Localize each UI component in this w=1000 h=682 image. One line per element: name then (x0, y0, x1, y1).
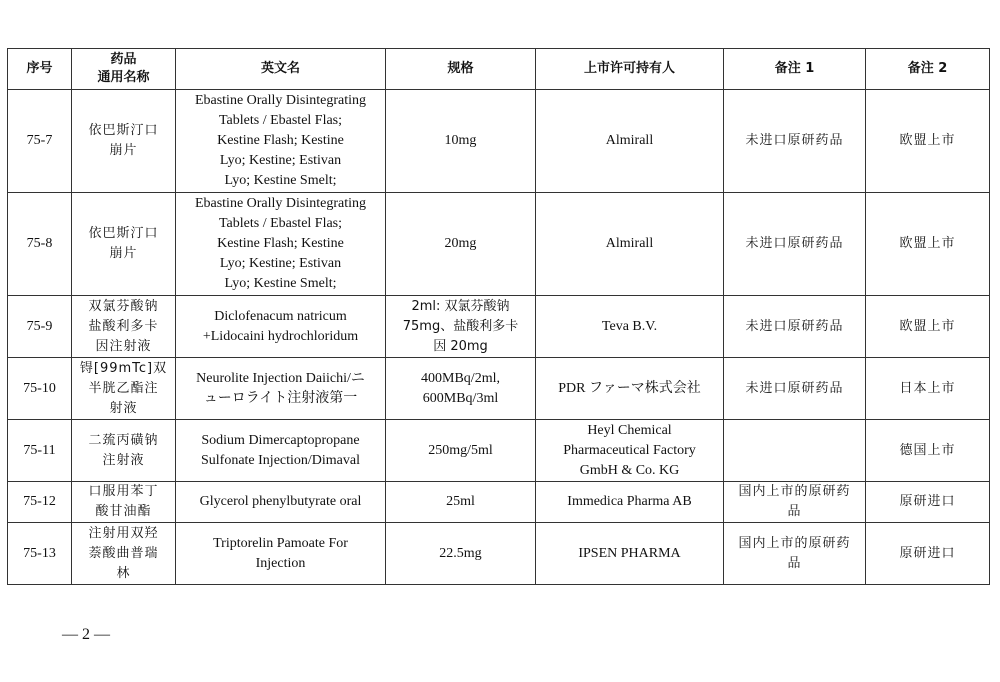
cell-generic-name: 锝[99mTc]双 半胱乙酯注 射液 (72, 358, 176, 420)
cell-generic-name: 注射用双羟 萘酸曲普瑞 林 (72, 523, 176, 585)
cell-note2: 欧盟上市 (866, 193, 990, 296)
cell-spec: 22.5mg (386, 523, 536, 585)
cell-english-name: Triptorelin Pamoate For Injection (176, 523, 386, 585)
cell-generic-name: 口服用苯丁 酸甘油酯 (72, 482, 176, 523)
cell-generic-name: 依巴斯汀口 崩片 (72, 90, 176, 193)
cell-note2: 原研进口 (866, 523, 990, 585)
table-header-row (8, 49, 990, 90)
header-note1: 备注 1 (724, 49, 866, 90)
cell-english-name: Ebastine Orally Disintegrating Tablets / Ebastel Flas; Kestine Flash; Kestine Lyo; Kestine; Estivan Lyo; Kestine Smelt; (176, 193, 386, 296)
cell-note1: 未进口原研药品 (724, 296, 866, 358)
cell-note2: 欧盟上市 (866, 296, 990, 358)
cell-holder: PDR ファーマ株式会社 (536, 358, 724, 420)
cell-note1: 未进口原研药品 (724, 193, 866, 296)
table-row (8, 523, 990, 585)
cell-spec: 20mg (386, 193, 536, 296)
cell-holder: Heyl Chemical Pharmaceutical Factory GmbH & Co. KG (536, 420, 724, 482)
table-row (8, 482, 990, 523)
cell-no: 75-11 (8, 420, 72, 482)
cell-note1: 未进口原研药品 (724, 90, 866, 193)
cell-spec: 10mg (386, 90, 536, 193)
cell-holder: Immedica Pharma AB (536, 482, 724, 523)
cell-note1: 国内上市的原研药 品 (724, 523, 866, 585)
cell-note1: 未进口原研药品 (724, 358, 866, 420)
table-row (8, 420, 990, 482)
cell-no: 75-9 (8, 296, 72, 358)
cell-english-name: Ebastine Orally Disintegrating Tablets / Ebastel Flas; Kestine Flash; Kestine Lyo; Kestine; Estivan Lyo; Kestine Smelt; (176, 90, 386, 193)
header-spec: 规格 (386, 49, 536, 90)
cell-no: 75-13 (8, 523, 72, 585)
cell-note2: 德国上市 (866, 420, 990, 482)
cell-note1: 国内上市的原研药 品 (724, 482, 866, 523)
table-row (8, 296, 990, 358)
cell-spec: 2ml: 双氯芬酸钠 75mg、盐酸利多卡 因 20mg (386, 296, 536, 358)
header-generic-name: 药品 通用名称 (72, 49, 176, 90)
drug-table (7, 48, 990, 585)
cell-no: 75-10 (8, 358, 72, 420)
cell-generic-name: 依巴斯汀口 崩片 (72, 193, 176, 296)
cell-holder: Almirall (536, 90, 724, 193)
cell-english-name: Neurolite Injection Daiichi/ニ ューロライト注射液第一 (176, 358, 386, 420)
table-row (8, 193, 990, 296)
cell-note2: 日本上市 (866, 358, 990, 420)
cell-spec: 400MBq/2ml, 600MBq/3ml (386, 358, 536, 420)
cell-note1 (724, 420, 866, 482)
cell-generic-name: 双氯芬酸钠 盐酸利多卡 因注射液 (72, 296, 176, 358)
cell-generic-name: 二巯丙磺钠 注射液 (72, 420, 176, 482)
drug-table-container (7, 48, 989, 585)
table-row (8, 358, 990, 420)
cell-english-name: Glycerol phenylbutyrate oral (176, 482, 386, 523)
cell-spec: 250mg/5ml (386, 420, 536, 482)
cell-holder: Almirall (536, 193, 724, 296)
cell-no: 75-8 (8, 193, 72, 296)
cell-english-name: Sodium Dimercaptopropane Sulfonate Injection/Dimaval (176, 420, 386, 482)
cell-no: 75-12 (8, 482, 72, 523)
cell-holder: IPSEN PHARMA (536, 523, 724, 585)
page-number: — 2 — (62, 626, 110, 643)
header-no: 序号 (8, 49, 72, 90)
cell-no: 75-7 (8, 90, 72, 193)
table-row (8, 90, 990, 193)
cell-note2: 欧盟上市 (866, 90, 990, 193)
cell-spec: 25ml (386, 482, 536, 523)
cell-holder: Teva B.V. (536, 296, 724, 358)
header-english-name: 英文名 (176, 49, 386, 90)
cell-english-name: Diclofenacum natricum +Lidocaini hydrochloridum (176, 296, 386, 358)
header-note2: 备注 2 (866, 49, 990, 90)
header-holder: 上市许可持有人 (536, 49, 724, 90)
cell-note2: 原研进口 (866, 482, 990, 523)
